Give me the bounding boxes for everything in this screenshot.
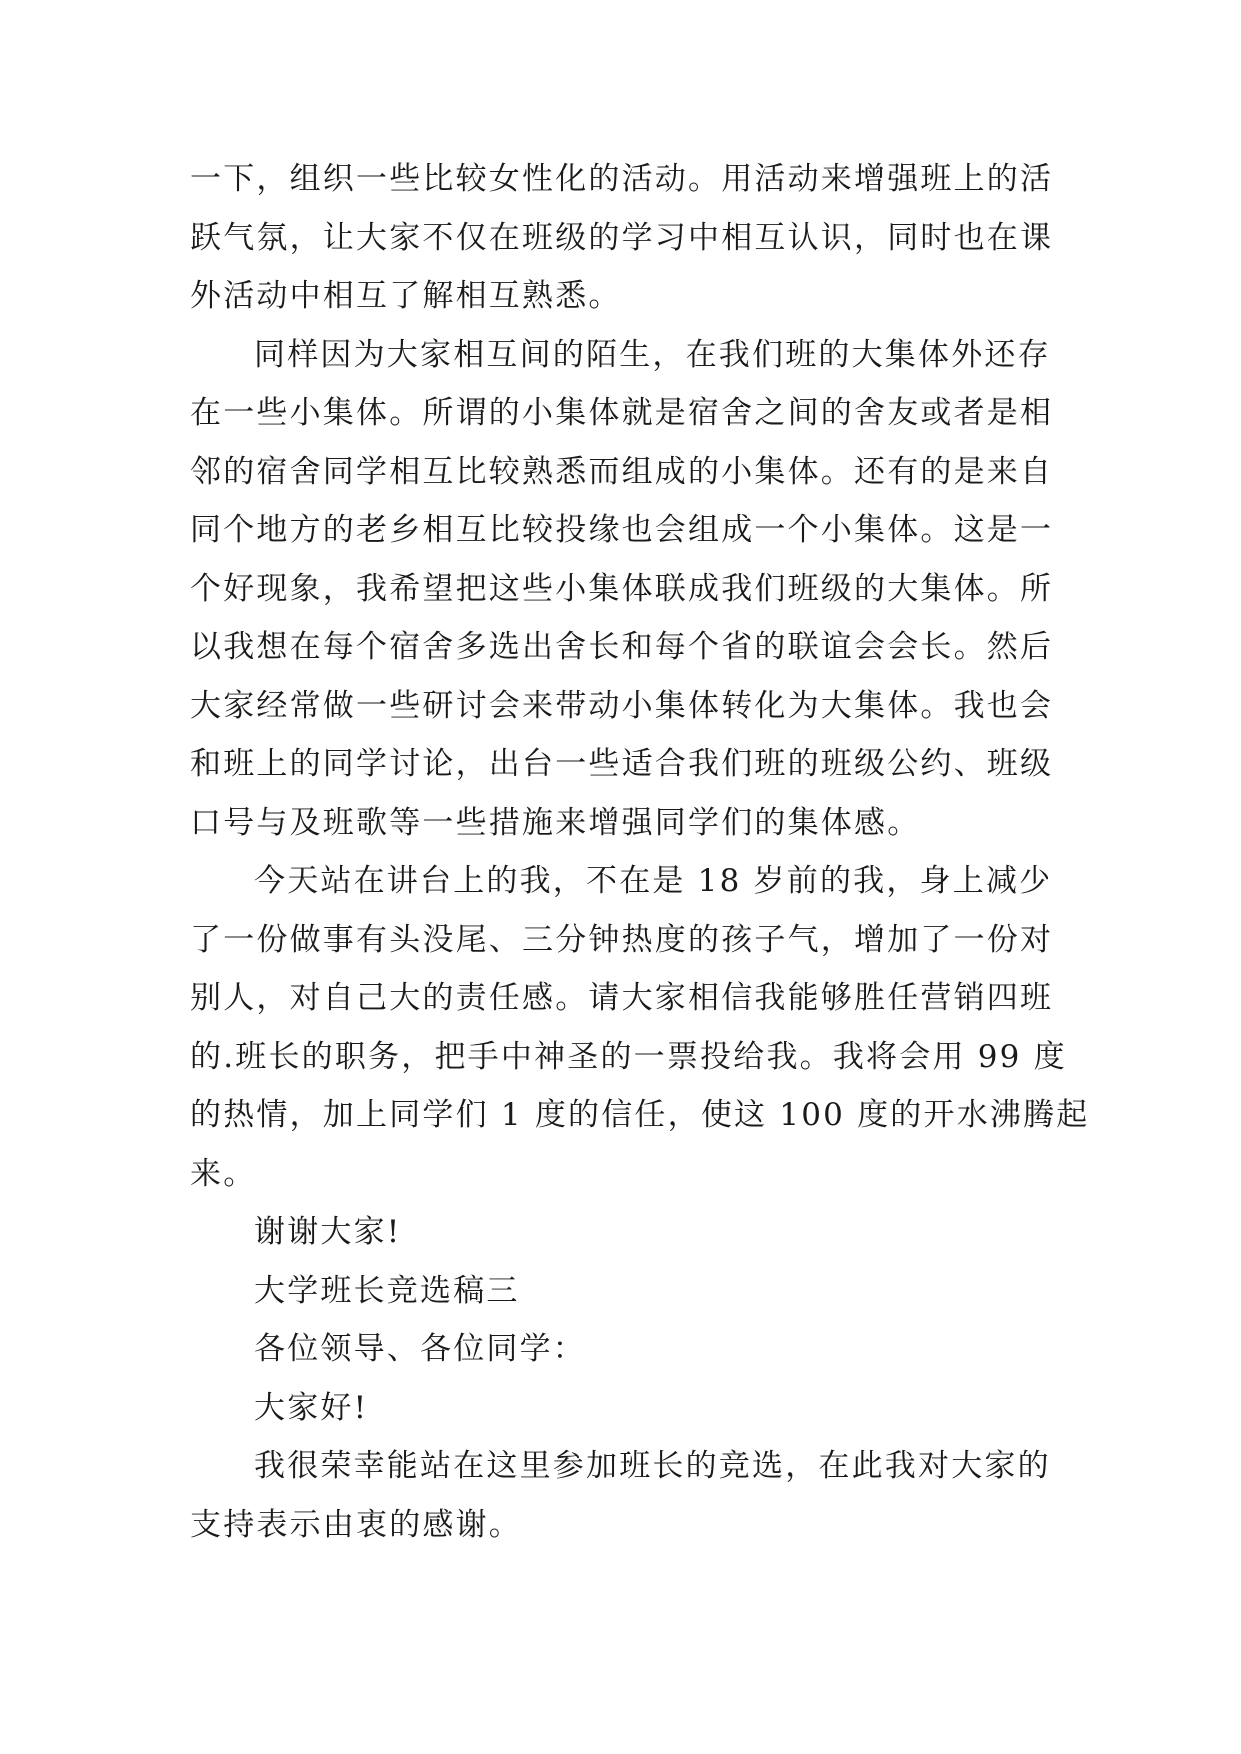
text-line: 在一些小集体。所谓的小集体就是宿舍之间的舍友或者是相 [190,395,1054,431]
paragraph-7-greeting [190,1379,1050,1438]
text-line: 跃气氛，让大家不仅在班级的学习中相互认识，同时也在课 [190,219,1054,256]
paragraph-8 [190,1437,1050,1554]
text-line: 同样因为大家相互间的陌生，在我们班的大集体外还存 [254,336,1051,373]
text-line: 外活动中相互了解相互熟悉。 [190,278,622,314]
paragraph-4 [190,1203,1050,1262]
paragraph-5-section-title [190,1262,1050,1321]
text-line: 的.班长的职务，把手中神圣的一票投给我。我将会用 99 度 [190,1038,1067,1075]
text-line: 大家好! [254,1389,369,1426]
text-line: 口号与及班歌等一些措施来增强同学们的集体感。 [190,804,921,841]
text-line: 支持表示由衷的感谢。 [190,1506,522,1543]
text-line: 个好现象，我希望把这些小集体联成我们班级的大集体。所 [190,570,1054,607]
text-line: 别人，对自己大的责任感。请大家相信我能够胜任营销四班 [190,980,1054,1016]
text-line: 的热情，加上同学们 1 度的信任，使这 100 度的开水沸腾起 [190,1097,1090,1133]
text-line: 大家经常做一些研讨会来带动小集体转化为大集体。我也会 [190,687,1054,724]
text-line: 大学班长竞选稿三 [254,1272,520,1309]
document-body [190,150,1090,1554]
paragraph-6-salutation [190,1320,1050,1379]
text-line: 今天站在讲台上的我，不在是 18 岁前的我，身上减少 [254,863,1053,899]
paragraph-2 [190,326,1054,853]
text-line: 一下，组织一些比较女性化的活动。用活动来增强班上的活 [190,161,1054,197]
text-line: 邻的宿舍同学相互比较熟悉而组成的小集体。还有的是来自 [190,453,1054,490]
text-line: 各位领导、各位同学： [254,1331,586,1367]
text-line: 以我想在每个宿舍多选出舍长和每个省的联谊会会长。然后 [190,629,1054,665]
text-line: 同个地方的老乡相互比较投缘也会组成一个小集体。这是一 [190,512,1054,548]
text-line: 了一份做事有头没尾、三分钟热度的孩子气，增加了一份对 [190,921,1054,958]
text-line: 谢谢大家! [254,1214,402,1250]
text-line: 我很荣幸能站在这里参加班长的竞选，在此我对大家的 [254,1448,1051,1484]
text-line: 和班上的同学讨论，出台一些适合我们班的班级公约、班级 [190,746,1054,782]
paragraph-3 [190,852,1090,1203]
text-line: 来。 [190,1155,257,1192]
paragraph-1 [190,150,1054,326]
